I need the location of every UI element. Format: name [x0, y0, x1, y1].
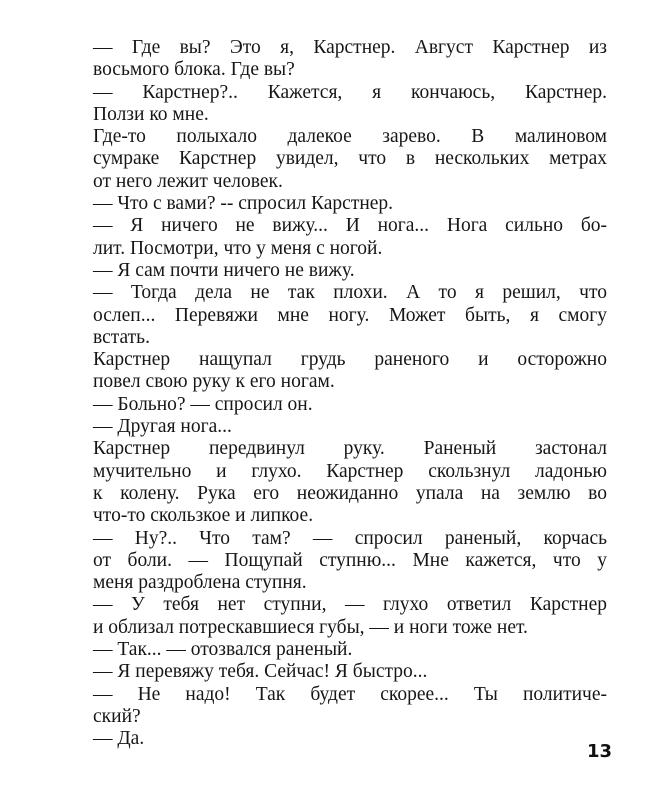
- paragraph: [93, 82, 607, 127]
- paragraph: [93, 661, 607, 683]
- text-line: Карстнер нащупал грудь раненого и осторожно: [93, 349, 607, 371]
- paragraph: [93, 639, 607, 661]
- text-line: — Больно? — спросил он.: [93, 393, 313, 415]
- text-line: — Тогда дела не так плохи. А то я решил, что: [93, 282, 607, 304]
- text-line: повел свою руку к его ногам.: [93, 371, 335, 393]
- text-line: от боли. — Пощупай ступню... Мне кажется, что у: [93, 549, 607, 571]
- text-line: — Не надо! Так будет скорее... Ты политиче-: [93, 683, 607, 705]
- paragraph: [93, 594, 607, 639]
- text-line: — Карстнер?.. Кажется, я кончаюсь, Карстнер.: [93, 81, 607, 103]
- paragraph: [93, 416, 607, 438]
- text-line: — Где вы? Это я, Карстнер. Август Карстнер из: [93, 37, 607, 58]
- text-line: — У тебя нет ступни, — глухо ответил Карстнер: [93, 594, 607, 616]
- text-line: Ползи ко мне.: [93, 103, 209, 125]
- text-line: восьмого блока. Где вы?: [93, 59, 295, 81]
- page-text: [93, 37, 607, 751]
- text-line: сумраке Карстнер увидел, что в нескольких метрах: [93, 148, 607, 170]
- text-line: от него лежит человек.: [93, 170, 283, 192]
- text-line: что-то скользкое и липкое.: [93, 505, 314, 527]
- text-line: — Да.: [93, 728, 145, 750]
- text-line: — Я перевяжу тебя. Сейчас! Я быстро...: [93, 661, 428, 683]
- text-line: — Так... — отозвался раненый.: [93, 639, 353, 661]
- text-line: Где-то полыхало далекое зарево. В малиновом: [93, 126, 607, 148]
- text-line: лит. Посмотри, что у меня с ногой.: [93, 237, 383, 259]
- paragraph: [93, 728, 607, 750]
- paragraph: [93, 126, 607, 193]
- paragraph: [93, 438, 607, 527]
- text-line: меня раздроблена ступня.: [93, 572, 307, 594]
- paragraph: [93, 394, 607, 416]
- paragraph: [93, 215, 607, 260]
- text-line: — Что с вами? -- спросил Карстнер.: [93, 193, 394, 215]
- paragraph: [93, 193, 607, 215]
- text-line: мучительно и глухо. Карстнер скользнул ладонью: [93, 460, 607, 482]
- paragraph: [93, 282, 607, 349]
- page-number: 13: [587, 741, 613, 762]
- text-line: к колену. Рука его неожиданно упала на землю во: [93, 482, 607, 504]
- text-line: Карстнер передвинул руку. Раненый застонал: [93, 438, 607, 460]
- text-line: ский?: [93, 705, 141, 727]
- text-line: ослеп... Перевяжи мне ногу. Может быть, я смогу: [93, 304, 607, 326]
- text-line: — Другая нога...: [93, 416, 232, 438]
- text-line: встать.: [93, 326, 150, 348]
- paragraph: [93, 260, 607, 282]
- paragraph: [93, 528, 607, 595]
- text-line: и облизал потрескавшиеся губы, — и ноги тоже нет.: [93, 616, 528, 638]
- paragraph: [93, 349, 607, 394]
- paragraph: [93, 684, 607, 729]
- text-line: — Я сам почти ничего не вижу.: [93, 259, 355, 281]
- text-line: — Ну?.. Что там? — спросил раненый, корчась: [93, 527, 607, 549]
- text-line: — Я ничего не вижу... И нога... Нога сильно бо-: [93, 215, 607, 237]
- paragraph: [93, 37, 607, 82]
